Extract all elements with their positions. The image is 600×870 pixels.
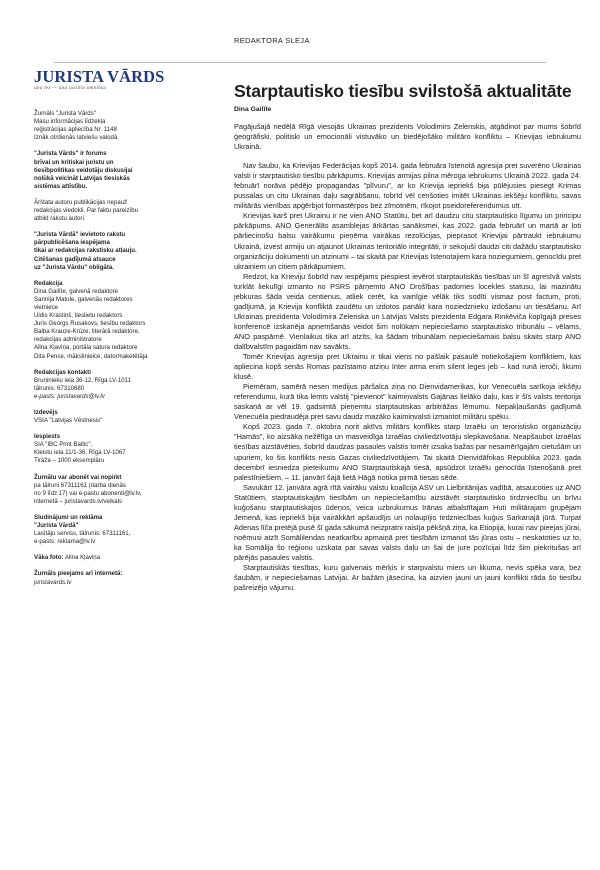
advertising-line: e-pasts: reklama@lv.lv [34,538,96,546]
masthead-info [34,110,184,142]
printer-line: Kleistu iela 11/1-36, Rīga LV-1067 [34,449,126,457]
masthead-line: Žurnāls "Jurista Vārds" [34,110,96,118]
online-heading: Žurnāls pieejams arī internetā: [34,570,123,578]
article-paragraph: Tomēr Krievijas agresija pret Ukrainu ir tikai viens no pašlaik pasaulē notiekošajiem konfliktiem, kas apliecina kopš senās Romas pazīstamo atziņu Inter arma enim silent leges jeb – kad runā ieroči, likumi klusē. [234,352,581,382]
article-paragraph: Nav šaubu, ka Krievijas Federācijas kopš 2014. gada februāra īstenotā agresija pret suverēno Ukrainas valsti ir starptautisko tiesību pārkāpums. Krievijas armijas pilna mēroga iebrukums Ukrainā 2022. gada 24. februārī norāva pēdējo propagandas "plīvuru", ar ko Krievija iepriekš bija pūlējusies piesegt Krimas pussalas un citu Ukrainas daļu sagrābšanu, tobrīd vēl cenšoties imitēt Ukrainas iekšēju konfliktu, savas militārās vienības apģērbjot formastērpos bez zīmotnēm, rīkojot pseidoreferendumus utt. [234,161,581,211]
mission-statement [34,150,184,190]
subscription-line: pa tālruni 67311161 (darba dienās [34,481,126,489]
contacts-heading: Redakcijas kontakti [34,368,91,376]
copyright-line: tikai ar redakcijas rakstisku atļauju. [34,247,137,255]
printer-info [34,433,184,465]
publisher-name: VSIA "Latvijas Vēstnesis" [34,417,103,425]
subscription-info [34,474,184,506]
copyright-notice [34,231,184,271]
staff-line: Dita Pence, mākslinieice, datormaketētāja [34,352,148,360]
copyright-line: "Jurista Vārdā" ievietoto rakstu [34,231,126,239]
contact-phone: tālrunis: 67310680 [34,384,85,392]
sidebar-masthead [34,68,184,595]
publisher-heading: Izdevējs [34,409,58,416]
masthead-line: reģistrācijas apliecība Nr. 1148 [34,126,117,134]
photo-credit-label: Vāka foto: [34,554,64,562]
staff-line: Dina Gailīte, galvenā redaktore [34,287,119,295]
mission-line: "Jurista Vārds" ir forums [34,150,107,158]
mission-line: nolūkā veicināt Latvijas tiesiskās [34,174,130,182]
copyright-line: pārpublicēšana iespējama [34,239,110,247]
publisher-info [34,409,184,425]
mission-line: tiesībpolitikas veidotāju diskusijai [34,166,133,174]
advertising-heading: Sludinājumi un reklāma [34,513,103,521]
staff-line: Baiba Krauze-Krūze, literārā redaktore, [34,328,140,336]
printer-heading: Iespiests [34,433,61,441]
subscription-heading: Žurnālu var abonēt vai nopirkt [34,473,122,481]
publication-logo [34,68,184,92]
disclaimer-line: redakcijas viedokli. Par faktu pareizību [34,207,138,215]
copyright-line: uz "Jurista Vārdu" obligāta. [34,263,114,271]
contact-address: Bruņinieku iela 36-12, Rīga LV-1011 [34,376,131,384]
article-paragraph: Savukārt 12. janvāra agrā rītā vairāku valstu koalīcija ASV un Lielbritānijas vadībā, atsaucoties uz ANO Statūtiem, starptautiskajām tiesībām un nepieciešamību aizstāvēt starptautisko tirdzniecību un brīvu kuģošanu starptautiskajos ūdeņos, veica uzbrukumus Irānas atbalstītajam Huti militārajam grupējam Jemenā, kas iepriekš bija vairākkārt apšaudījis un nolaupījis tirdzniecības kuģus Sarkanajā jūrā. Turpat Adenas līča pretējā pusē šī gada sākumā neizpratni raisīja pēkšņā ziņa, ka Etiopija, kurai nav pieejas jūrai, noēmusi atzīt Somālilendas neatkarību apmaiņā pret tiesībām izmanot tās jūras ostu – neskatoties uz to, ka Somālija šo reģionu uzskata par savas valsts daļu un šai de jure pozīcijai līdz šim piekritušas arī pārējās pasaules valstis. [234,482,581,562]
staff-line: vietniece [34,303,59,311]
subscription-line: internetā – juristavards.lv/veikals [34,497,123,505]
editorial-heading: Redakcija [34,279,63,287]
printer-line: Tirāža – 1000 eksemplāru [34,457,105,465]
logo-tagline: una lex — una iustitia omnibus [34,85,107,91]
disclaimer-line: Ārštata autoru publikācijas nepauž [34,198,128,206]
section-label: REDAKTORA SLEJA [234,36,310,45]
mission-line: sistēmas attīstību. [34,182,88,190]
cover-photo-credit [34,554,184,562]
online-info [34,570,184,586]
staff-line: Juris Georgs Rusakovs, tiesību redaktors [34,320,146,328]
photo-credit-value: Allna Kļaviņa [64,554,101,562]
editorial-staff [34,280,184,361]
article-paragraph: Starptautiskās tiesības, kuru galvenais mērķis ir starpvalstu miers un likuma, nevis spēka vara, bez šaubām, ir nepieciešamas Latvijai. Ar bažām jāsecina, ka aizvien jauni un jauni konflikti rāda šo tiesību pašreizējo vājumu. [234,563,581,593]
copyright-line: Citēšanas gadījumā atsauce [34,255,116,263]
masthead-line: Iznāk otrdienās latviešu valodā [34,134,118,142]
advertising-info [34,514,184,546]
article-paragraph: Piemēram, samērā nesen medijus pāršalca ziņa no Dienvidamerikas, kur Venecuēla sarīkoja iekšēju referendumu, kurā tika lemts valstij "pievienot" kaimiņvalsts Gajānas lielāko daļu, kas ir šīs valsts teritorija saskaņā ar vēl 19. gadsimtā pieņemtu starptautiskas arbitrāžas lēmumu. Nepakļaušanās gadījumā Venecuēla piedraudēja pret savu daudz mazāko kaimiņvalsti izmantot militāru spēku. [234,382,581,422]
disclaimer [34,199,184,223]
staff-line: redakcijas administratore [34,336,102,344]
subscription-line: no 9 līdz 17) vai e-pastu abonenti@lv.lv, [34,489,142,497]
article-paragraph: Kopš 2023. gada 7. oktobra norit aktīvs militārs konflikts starp Izraēlu un teroristisko organizāciju "Hamās", ko aizsāka nežēlīga un masveidīga Izraēlas civiliedzīvotāju slepkavošana. Neapšaubot Izraēlas tiesības aizstāvēties, šobrīd daudzas pasaules valstis tomēr izsaka bažas par nesamērīgajām cietušām un upuriem, ko šis konflikts nesis Gazas civiliedzīvotājiem. Tai skaitā Dienvidāfrikas Republika 2023. gada decembrī iesniedza pieteikumu ANO Starptautiskajā tiesā, apsūdzot Izraēlu genocīda īstenošanā pret palestīniešiem, – 11. janvārī šajā lietā Hāgā notika pirmā tiesas sēde. [234,422,581,482]
contact-email-link[interactable]: e-pasts: juristavards@lv.lv [34,392,105,400]
staff-line: Uldis Krastiņš, tieslietu redaktors [34,312,123,320]
masthead-line: Masu informācijas līdzekļa [34,118,106,126]
printer-line: SIA "IBC Print Baltic", [34,441,93,449]
online-url-link[interactable]: juristavards.lv [34,578,72,586]
editorial-contacts [34,369,184,401]
advertising-subheading: "Jurista Vārdā" [34,522,79,530]
article-paragraph: Pagājušajā nedēļā Rīgā viesojās Ukrainas prezidents Volodimirs Zelenskis, atgādinot par mums šobrīd ģeogrāfiski, politiski un emocionāli vistuvāko un biedējošāko militāro konfliktu – Krievijas iebrukumu Ukrainā. [234,122,581,152]
article-author: Dina Gailīte [234,106,272,113]
advertising-line: Lasītāju serviss, tālrunis: 67311161, [34,530,131,538]
article-paragraph: Krievijas karš pret Ukrainu ir ne vien ANO Statūtu, bet arī daudzu citu starptautisko līgumu un principu pārkāpums. ANO Ģenerālās asamblejas ārkārtas sanāksmei, kas 2022. gada februārī un martā ar ļoti pārliecinošu balsu vairākumu pieņēma vairākas rezolūcijas, pieprasot Krievijai pārtraukt iebrukumu Ukrainā, izvest armiju un atjaunot Ukrainas teritoriālo integritāti, ir sekojuši daudzi citi dažādu starptautisko organizāciju dokumenti un atzinumi – tai skaitā par Krievijas īstenotajiem kara noziegumiem, genocīdu pret ukraiņiem un citiem pārkāpumiem. [234,211,581,271]
top-divider [54,62,546,63]
editorial-article [234,82,581,593]
mission-line: brīvai un kritiskai juristu un [34,158,114,166]
article-paragraph: Redzot, ka Krieviju šobrīd nav iespējams piespiest ievērot starptautiskās tiesības un šī agresīvā valsts turklāt liekulīgi izmanto no PSRS pārņemto ANO Drošības padomes locekles statusu, lai mazinātu jebkuras šāda veida centienus, atliek cerēt, ka vainīgie vēlāk tiks sodīti vismaz post factum, proti, gadījumā, ja Krievija konfliktā zaudētu un izdotos panākt kara noziedznieku izdošanu un tiesāšanu. Arī Ukrainas prezidenta Volodimira Zelenska un Latvijas Valsts prezidenta Edgara Rinkēviča kopīgajā preses konferencē izskanēja apņemšanās veidot šim nolūkam nepieciešamo starptautisko tribunālu – vēlams, ANO paspārnē. Vienlaikus tika arī atzīts, ka šādam tribunālam nepieciešamais balsu skaits starp ANO dalībvalstīm pagaidām nav savākts. [234,271,581,351]
logo-wordmark: JURISTA VĀRDS [34,67,165,86]
article-title: Starptautisko tiesību svilstošā aktualitāte [234,81,572,101]
staff-line: Sannija Matule, galvenās redaktores [34,295,133,303]
disclaimer-line: atbild rakstu autori. [34,215,86,223]
staff-line: Allna Kļaviņa, portāla satura redaktore [34,344,138,352]
